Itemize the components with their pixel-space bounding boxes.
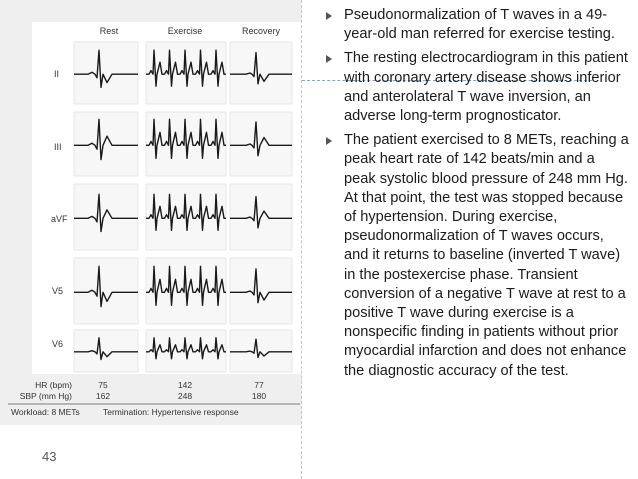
bullet-arrow-icon [326, 137, 332, 145]
ecg-panel [74, 42, 138, 104]
ecg-panel [74, 184, 138, 250]
ecg-grid-panels [74, 42, 292, 372]
sbp-label: SBP (mm Hg) [19, 391, 72, 401]
ecg-panel [74, 112, 138, 176]
sbp-value-exercise: 248 [177, 391, 193, 401]
lead-label-avf: aVF [51, 214, 68, 224]
ecg-panel [230, 258, 292, 324]
termination-text: Termination: Hypertensive response [103, 407, 239, 417]
sbp-value-rest: 162 [95, 391, 111, 401]
hr-label: HR (bpm) [35, 380, 72, 390]
bullet-list [326, 6, 630, 386]
sbp-value-recovery: 180 [251, 391, 267, 401]
hr-value-recovery: 77 [254, 380, 264, 390]
bullet-arrow-icon [326, 12, 332, 20]
bullet-item [326, 131, 630, 381]
col-label-recovery: Recovery [241, 26, 281, 36]
lead-label-v6: V6 [52, 339, 64, 349]
vertical-divider [301, 0, 303, 479]
workload-text: Workload: 8 METs [11, 407, 80, 417]
col-label-rest: Rest [99, 26, 119, 36]
ecg-panel [230, 42, 292, 104]
ecg-panel [230, 330, 292, 372]
ecg-panel [74, 330, 138, 372]
bullet-item [326, 6, 630, 44]
bullet-arrow-icon [326, 55, 332, 63]
ecg-figure [0, 0, 302, 425]
col-label-exercise: Exercise [167, 26, 203, 36]
lead-label-v5: V5 [52, 286, 64, 296]
bullet-text: Pseudonormalization of T waves in a 49-year-old man referred for exercise testing. [344, 7, 615, 43]
slide-number: 43 [42, 449, 57, 464]
bullet-text: The patient exercised to 8 METs, reaching a peak heart rate of 142 beats/min and a peak systolic blood pressure of 248 mm Hg. At that point, the test was stopped because of hypertension. During exercise, pseudonormalization of T waves occurs, and it returns to baseline (inverted T wave) in the postexercise phase. Transient conversion of a negative T wave at rest to a positive T wave during exercise is a nonspecific finding in patients without prior myocardial infarction and does not enhance the diagnostic accuracy of the test. [344, 132, 629, 379]
lead-label-ii: II [54, 69, 60, 79]
hr-value-exercise: 142 [177, 380, 193, 390]
bullet-text: The resting electrocardiogram in this patient with coronary artery disease shows inferior and anterolateral T wave inversion, an adverse long-term prognosticator. [344, 50, 628, 125]
ecg-panel [74, 258, 138, 324]
lead-label-iii: III [54, 142, 62, 152]
ecg-figure-svg [0, 0, 302, 425]
hr-value-rest: 75 [98, 380, 108, 390]
bullet-item [326, 49, 630, 126]
